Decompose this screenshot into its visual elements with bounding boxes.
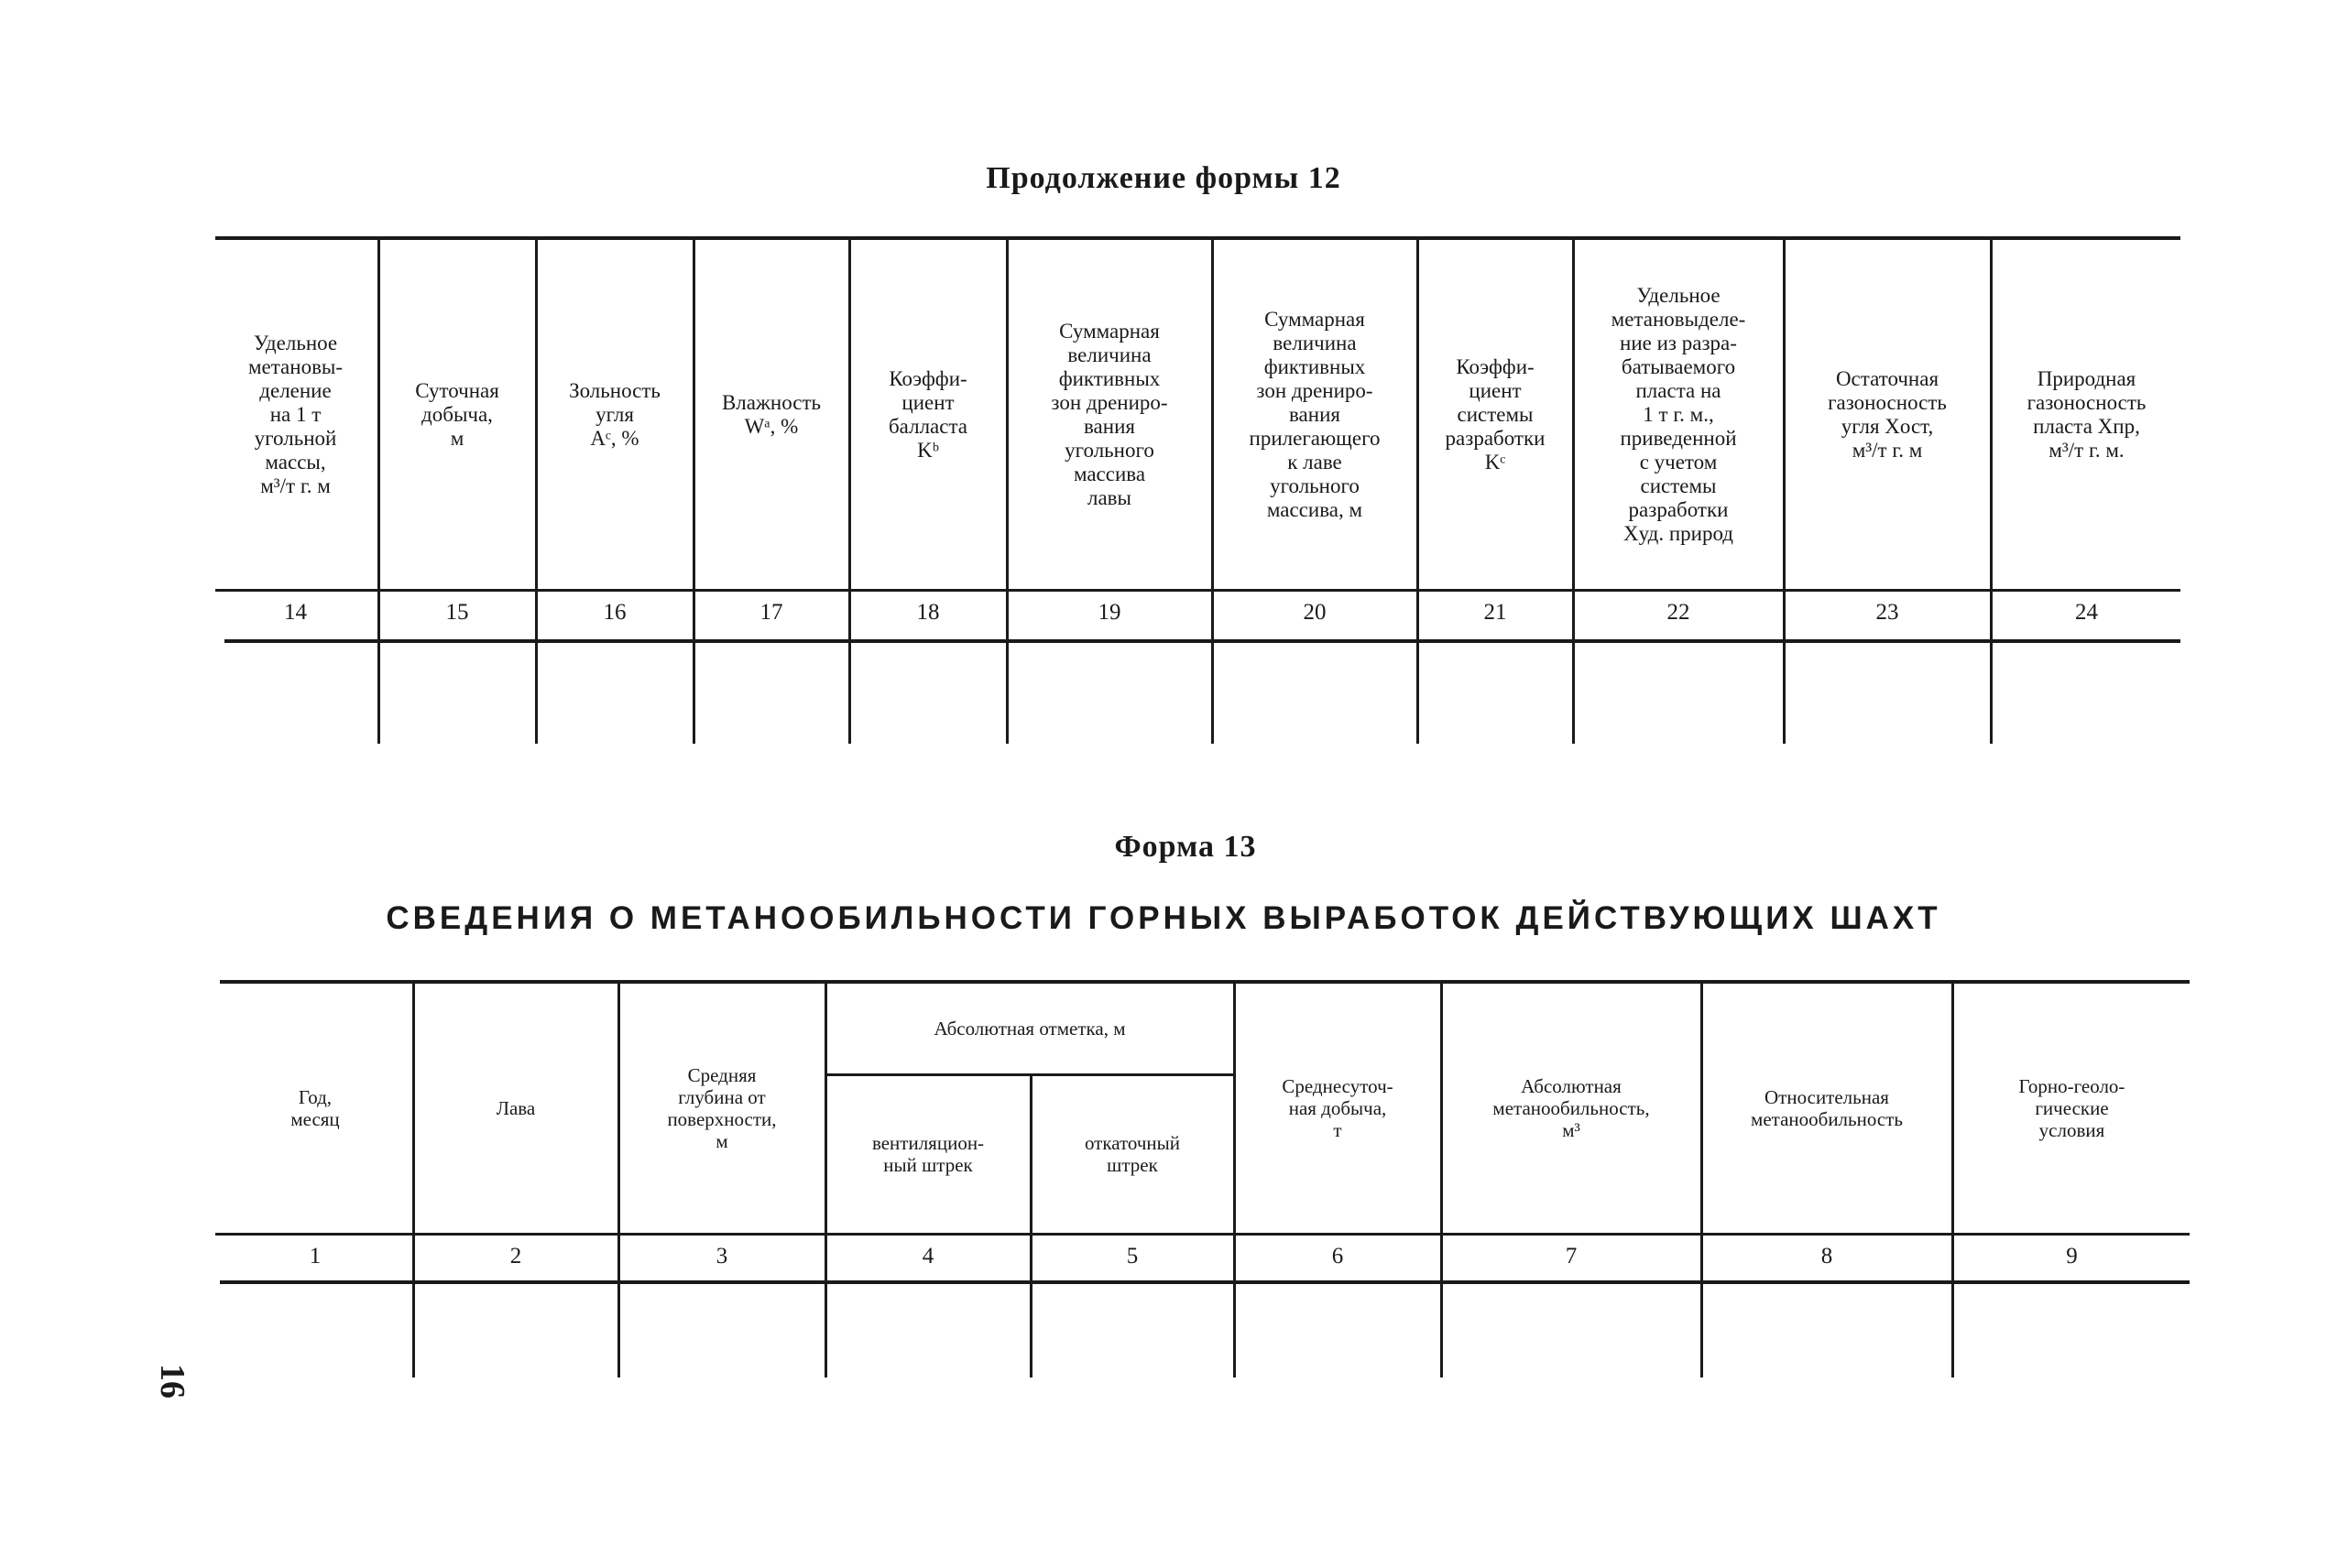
form13-col-number: 2 <box>509 1244 522 1269</box>
form12-col-number: 21 <box>1483 600 1507 625</box>
form12-col-number: 18 <box>916 600 940 625</box>
form12-title: Продолжение формы 12 <box>986 161 1341 195</box>
form13-col-header: Лава <box>496 1097 536 1119</box>
form13-col-header: Среднесуточ- ная добыча, т <box>1282 1075 1393 1141</box>
form13-col-number: 9 <box>2066 1244 2078 1269</box>
form12-col-header: Удельное метановыделе- ние из разра- батываемого пласта на 1 т г. м., приведенной с учетом системы разработки Xуд. природ <box>1611 283 1746 545</box>
form13-title: СВЕДЕНИЯ О МЕТАНООБИЛЬНОСТИ ГОРНЫХ ВЫРАБОТОК ДЕЙСТВУЮЩИХ ШАХТ <box>386 900 1941 936</box>
form12-col-header: Суточная добыча, м <box>415 378 499 450</box>
form12-col-header: Коэффи- циент балласта Kᵇ <box>888 366 968 462</box>
form13-number-rule <box>220 1280 2190 1284</box>
form13-col-number: 7 <box>1565 1244 1578 1269</box>
form12-col-number: 15 <box>445 600 469 625</box>
form13-col-header: Горно-геоло- гические условия <box>2018 1075 2125 1141</box>
form12-number-rule <box>224 639 2180 643</box>
form12-col-header: Остаточная газоносность угля Xост, м³/т г. м <box>1828 366 1947 462</box>
form12-col-number: 22 <box>1666 600 1690 625</box>
form12-col-number: 16 <box>603 600 627 625</box>
form12-col-number: 19 <box>1098 600 1121 625</box>
form12-col-header: Коэффи- циент системы разработки Kᶜ <box>1445 354 1546 474</box>
form13-col-number: 8 <box>1820 1244 1833 1269</box>
form13-col-number: 4 <box>922 1244 934 1269</box>
form13-col-number: 6 <box>1331 1244 1344 1269</box>
form13-top-rule <box>220 980 2190 984</box>
form13-col-number: 1 <box>309 1244 322 1269</box>
form12-col-header: Природная газоносность пласта Xпр, м³/т г. м. <box>2027 366 2147 462</box>
form13-col-header: Средняя глубина от поверхности, м <box>667 1064 777 1152</box>
form13-col-header: Относительная метанообильность <box>1751 1086 1903 1130</box>
form12-col-header: Суммарная величина фиктивных зон дрениро- вания прилегающего к лаве угольного массива, м <box>1249 307 1381 521</box>
form12-col-number: 24 <box>2075 600 2098 625</box>
form13-group-header: Абсолютная отметка, м <box>934 1018 1126 1040</box>
form13-header-rule <box>215 1233 2190 1236</box>
form13-col-number: 3 <box>716 1244 728 1269</box>
form13-label: Форма 13 <box>1114 830 1257 864</box>
form13-col-header: Год, месяц <box>290 1086 340 1130</box>
form12-col-header: Суммарная величина фиктивных зон дрениро- вания угольного массива лавы <box>1051 319 1168 509</box>
form13-col-number: 5 <box>1126 1244 1139 1269</box>
form12-col-number: 17 <box>759 600 783 625</box>
form12-col-number: 20 <box>1303 600 1327 625</box>
form12-col-number: 14 <box>284 600 307 625</box>
form12-col-number: 23 <box>1875 600 1899 625</box>
form12-top-rule <box>215 236 2180 240</box>
form12-col-header: Удельное метановы- деление на 1 т угольной массы, м³/т г. м <box>247 331 344 497</box>
form12-col-header: Зольность угля Aᶜ, % <box>569 378 661 450</box>
form13-col-header: откаточный штрек <box>1084 1132 1181 1176</box>
form13-col-header: Абсолютная метанообильность, м³ <box>1492 1075 1650 1141</box>
form12-header-rule <box>215 589 2180 592</box>
form12-col-header: Влажность Wᵃ, % <box>721 390 822 438</box>
page-number: 16 <box>153 1364 191 1399</box>
form13-col-header: вентиляцион- ный штрек <box>871 1132 985 1176</box>
